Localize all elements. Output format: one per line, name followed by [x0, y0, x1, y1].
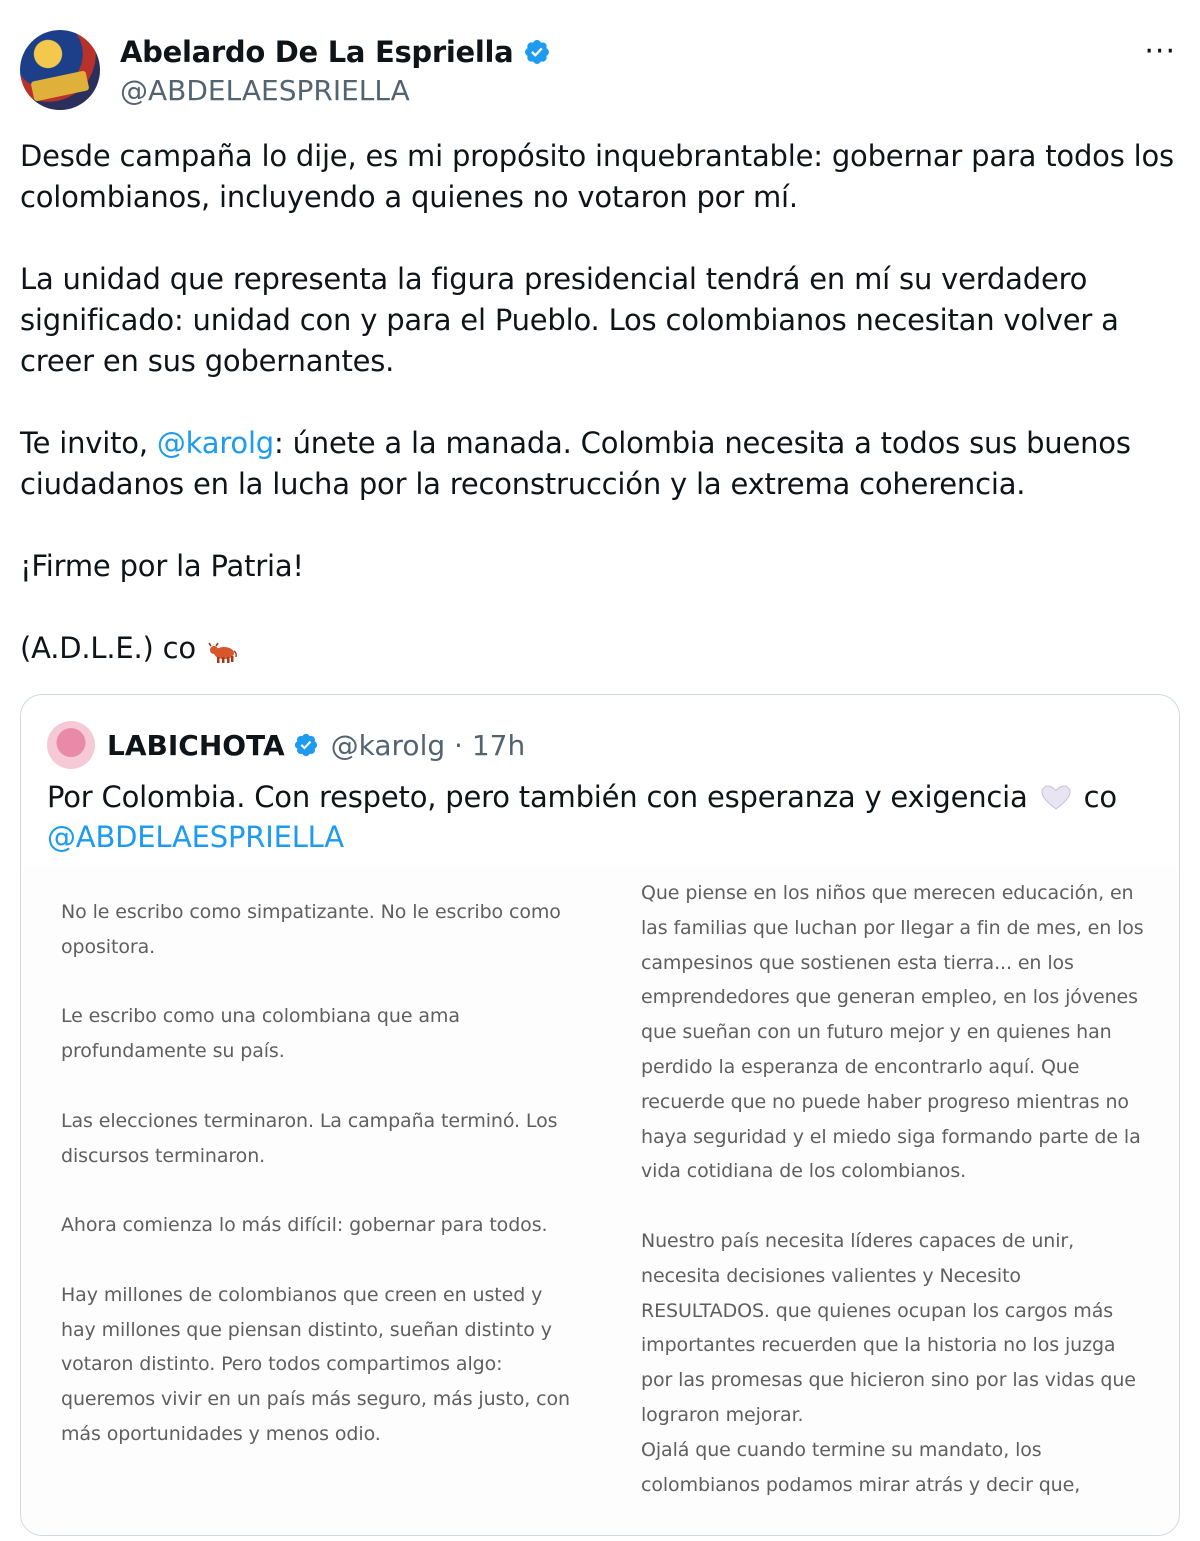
signature-text: (A.D.L.E.) co: [20, 631, 196, 665]
quoted-author-name: LABICHOTA: [107, 728, 285, 762]
quoted-tweet[interactable]: [20, 694, 1180, 1536]
more-options-icon[interactable]: ···: [1144, 34, 1176, 69]
quoted-handle-time: @karolg · 17h: [330, 728, 526, 762]
white-heart-icon: [1041, 785, 1071, 811]
letter-paragraph: Hay millones de colombianos que creen en usted y hay millones que piensan distinto, sueñan distinto y votaron distinto. Pero todos compartimos algo: queremos vivir en un país más seguro, más justo, con más oportunidades y menos odio.: [61, 1283, 570, 1445]
verified-badge-icon: [523, 38, 551, 66]
letter-right-column: [641, 876, 1151, 1502]
bull-icon: [208, 642, 238, 664]
author-avatar[interactable]: [20, 30, 100, 110]
quoted-author-avatar: [47, 721, 95, 769]
verified-badge-icon: [293, 732, 319, 758]
tweet-signature: [20, 628, 1180, 669]
tweet-paragraph-3-start: Te invito,: [20, 426, 157, 460]
letter-paragraph: No le escribo como simpatizante. No le escribo como opositora.: [61, 901, 561, 958]
mention-link-abdelaespriella[interactable]: @ABDELAESPRIELLA: [47, 820, 344, 854]
quoted-tweet-text: [47, 777, 1157, 857]
letter-paragraph: Ahora comienza lo más difícil: gobernar para todos.: [61, 1214, 548, 1237]
letter-paragraph: Que piense en los niños que merecen educación, en las familias que luchan por llegar a fin de mes, en los campesinos que sostienen esta tierra... en los emprendedores que generan empleo, en los jóvenes que sueñan con un futuro mejor y en quienes han perdido la esperanza de encontrarlo aquí. Que recuerde que no puede haber progreso mientras no haya seguridad y el miedo siga formando parte de la vida cotidiana de los colombianos.: [641, 882, 1144, 1183]
letter-paragraph: Nuestro país necesita líderes capaces de unir, necesita decisiones valientes y Necesito RESULTADOS. que quienes ocupan los cargos más importantes recuerden que la historia no los juzga por las promesas que hicieron sino por las vidas que lograron mejorar.: [641, 1229, 1136, 1426]
quoted-text-end: co: [1083, 780, 1117, 814]
quoted-tweet-header: [47, 723, 525, 767]
quoted-text-start: Por Colombia. Con respeto, pero también con esperanza y exigencia: [47, 780, 1028, 814]
tweet-paragraph-3-end: : únete a la manada. Colombia necesita a todos sus buenos ciudadanos en la lucha por la reconstrucción y la extrema coherencia.: [20, 426, 1131, 501]
author-name-row: [120, 32, 551, 72]
author-name[interactable]: Abelardo De La Espriella: [120, 35, 514, 69]
letter-paragraph: Las elecciones terminaron. La campaña terminó. Los discursos terminaron.: [61, 1109, 558, 1167]
tweet-paragraph-2: La unidad que representa la figura presidencial tendrá en mí su verdadero significado: unidad con y para el Pueblo. Los colombianos necesitan volver a creer en sus gobernantes.: [20, 262, 1119, 378]
letter-paragraph: Ojalá que cuando termine su mandato, los colombianos podamos mirar atrás y decir que,: [641, 1438, 1081, 1496]
letter-image: [21, 865, 1180, 1536]
letter-left-column: [61, 895, 581, 1487]
tweet-paragraph-3: [20, 423, 1180, 505]
mention-link-karolg[interactable]: @karolg: [156, 426, 275, 460]
author-handle[interactable]: @ABDELAESPRIELLA: [120, 74, 410, 107]
letter-paragraph: Le escribo como una colombiana que ama profundamente su país.: [61, 1005, 460, 1063]
tweet-body: [20, 136, 1180, 669]
tweet-paragraph-1: Desde campaña lo dije, es mi propósito inquebrantable: gobernar para todos los colombianos, incluyendo a quienes no votaron por mí.: [20, 139, 1174, 214]
tweet-header: [20, 28, 1180, 112]
tweet-paragraph-4: ¡Firme por la Patria!: [20, 549, 304, 583]
